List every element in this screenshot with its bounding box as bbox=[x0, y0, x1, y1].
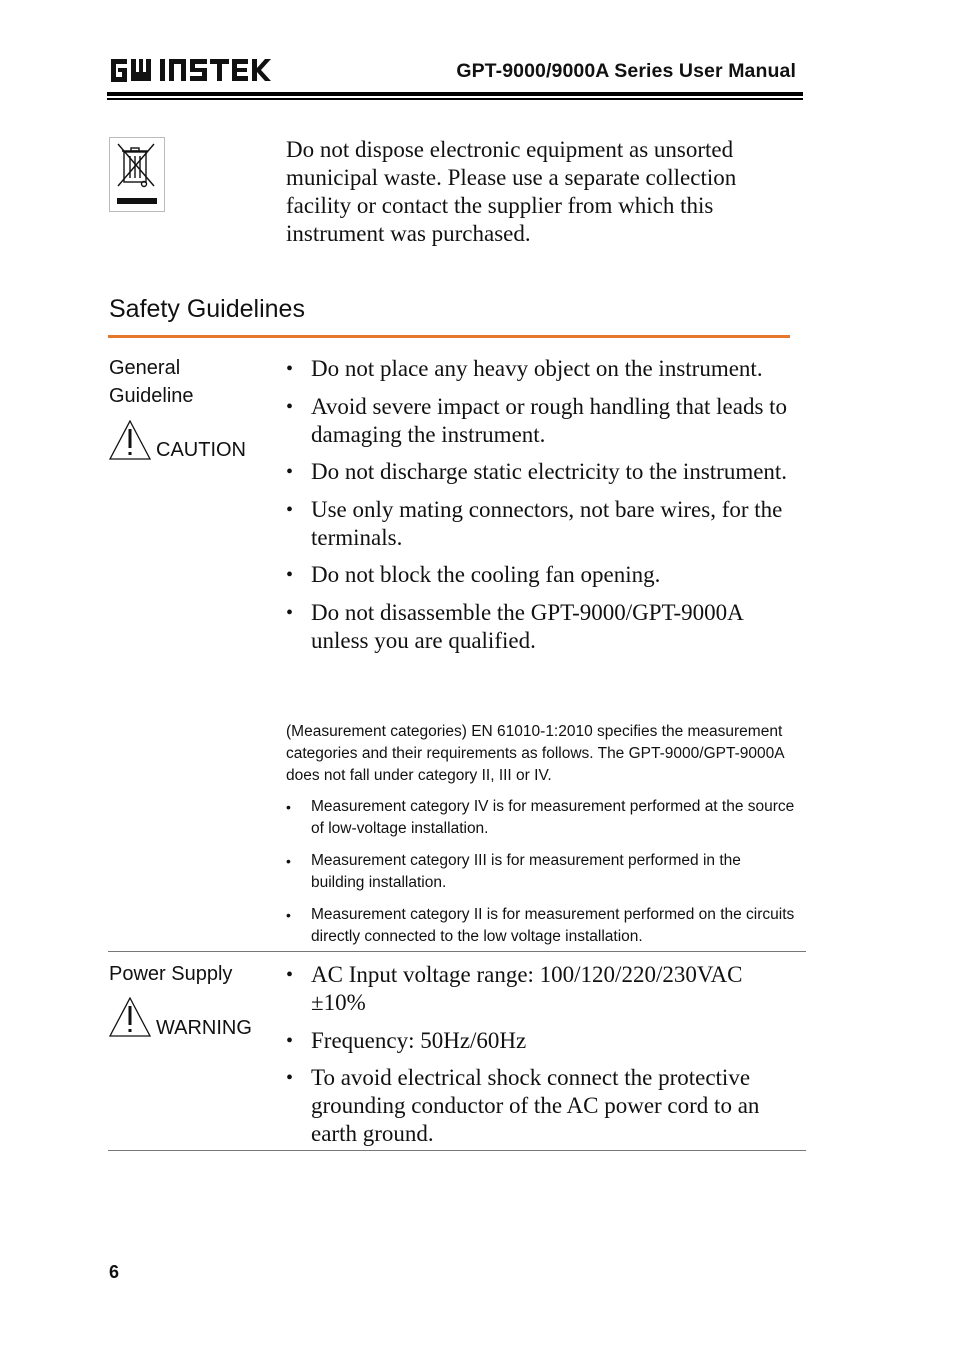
general-guideline-label: General Guideline bbox=[109, 357, 194, 407]
list-item: • Use only mating connectors, not bare wires, for the terminals. bbox=[286, 496, 796, 552]
measurement-categories-intro: (Measurement categories) EN 61010-1:2010 specifies the measurement categories and their requirements as follows. The GPT-9000/GPT-9000A does not fall under category II, III or IV. bbox=[286, 723, 784, 784]
list-item: • Do not block the cooling fan opening. bbox=[286, 561, 796, 589]
header-rule-thick bbox=[107, 92, 803, 96]
weee-notice: Do not dispose electronic equipment as unsorted municipal waste. Please use a separate collection facility or contact the supplier from which this instrument was purchased. bbox=[286, 137, 737, 246]
list-item: • Avoid severe impact or rough handling that leads to damaging the instrument. bbox=[286, 393, 796, 449]
list-item: • Measurement category IV is for measurement performed at the source of low-voltage installation. bbox=[286, 796, 796, 840]
list-item: • Do not discharge static electricity to the instrument. bbox=[286, 458, 796, 486]
section-title: Safety Guidelines bbox=[109, 295, 305, 323]
list-item: • Measurement category III is for measurement performed in the building installation. bbox=[286, 850, 796, 894]
section-rule bbox=[108, 335, 790, 338]
list-item: • To avoid electrical shock connect the protective grounding conductor of the AC power cord to an earth ground. bbox=[286, 1064, 796, 1148]
list-item: • Do not disassemble the GPT-9000/GPT-9000A unless you are qualified. bbox=[286, 599, 796, 655]
list-item: • Frequency: 50Hz/60Hz bbox=[286, 1027, 796, 1055]
general-guideline-list bbox=[286, 355, 796, 664]
caution-label: CAUTION bbox=[156, 439, 246, 461]
list-item: • AC Input voltage range: 100/120/220/230VAC ±10% bbox=[286, 961, 796, 1017]
header-rule-thin bbox=[107, 98, 803, 100]
warning-label: WARNING bbox=[156, 1017, 252, 1039]
gw-instek-logo bbox=[109, 55, 279, 85]
row-divider bbox=[108, 951, 806, 952]
weee-bin-icon bbox=[109, 137, 165, 212]
manual-title: GPT-9000/9000A Series User Manual bbox=[456, 60, 796, 82]
warning-icon bbox=[109, 997, 151, 1037]
measurement-categories-list bbox=[286, 796, 796, 958]
row-divider bbox=[108, 1150, 806, 1151]
brand-text: GW INSTEK bbox=[109, 55, 115, 56]
power-supply-label: Power Supply bbox=[109, 963, 233, 985]
page-number: 6 bbox=[109, 1262, 120, 1282]
power-supply-list bbox=[286, 961, 796, 1158]
list-item: • Do not place any heavy object on the instrument. bbox=[286, 355, 796, 383]
list-item: • Measurement category II is for measurement performed on the circuits directly connected to the low voltage installation. bbox=[286, 904, 796, 948]
caution-icon bbox=[109, 420, 151, 460]
